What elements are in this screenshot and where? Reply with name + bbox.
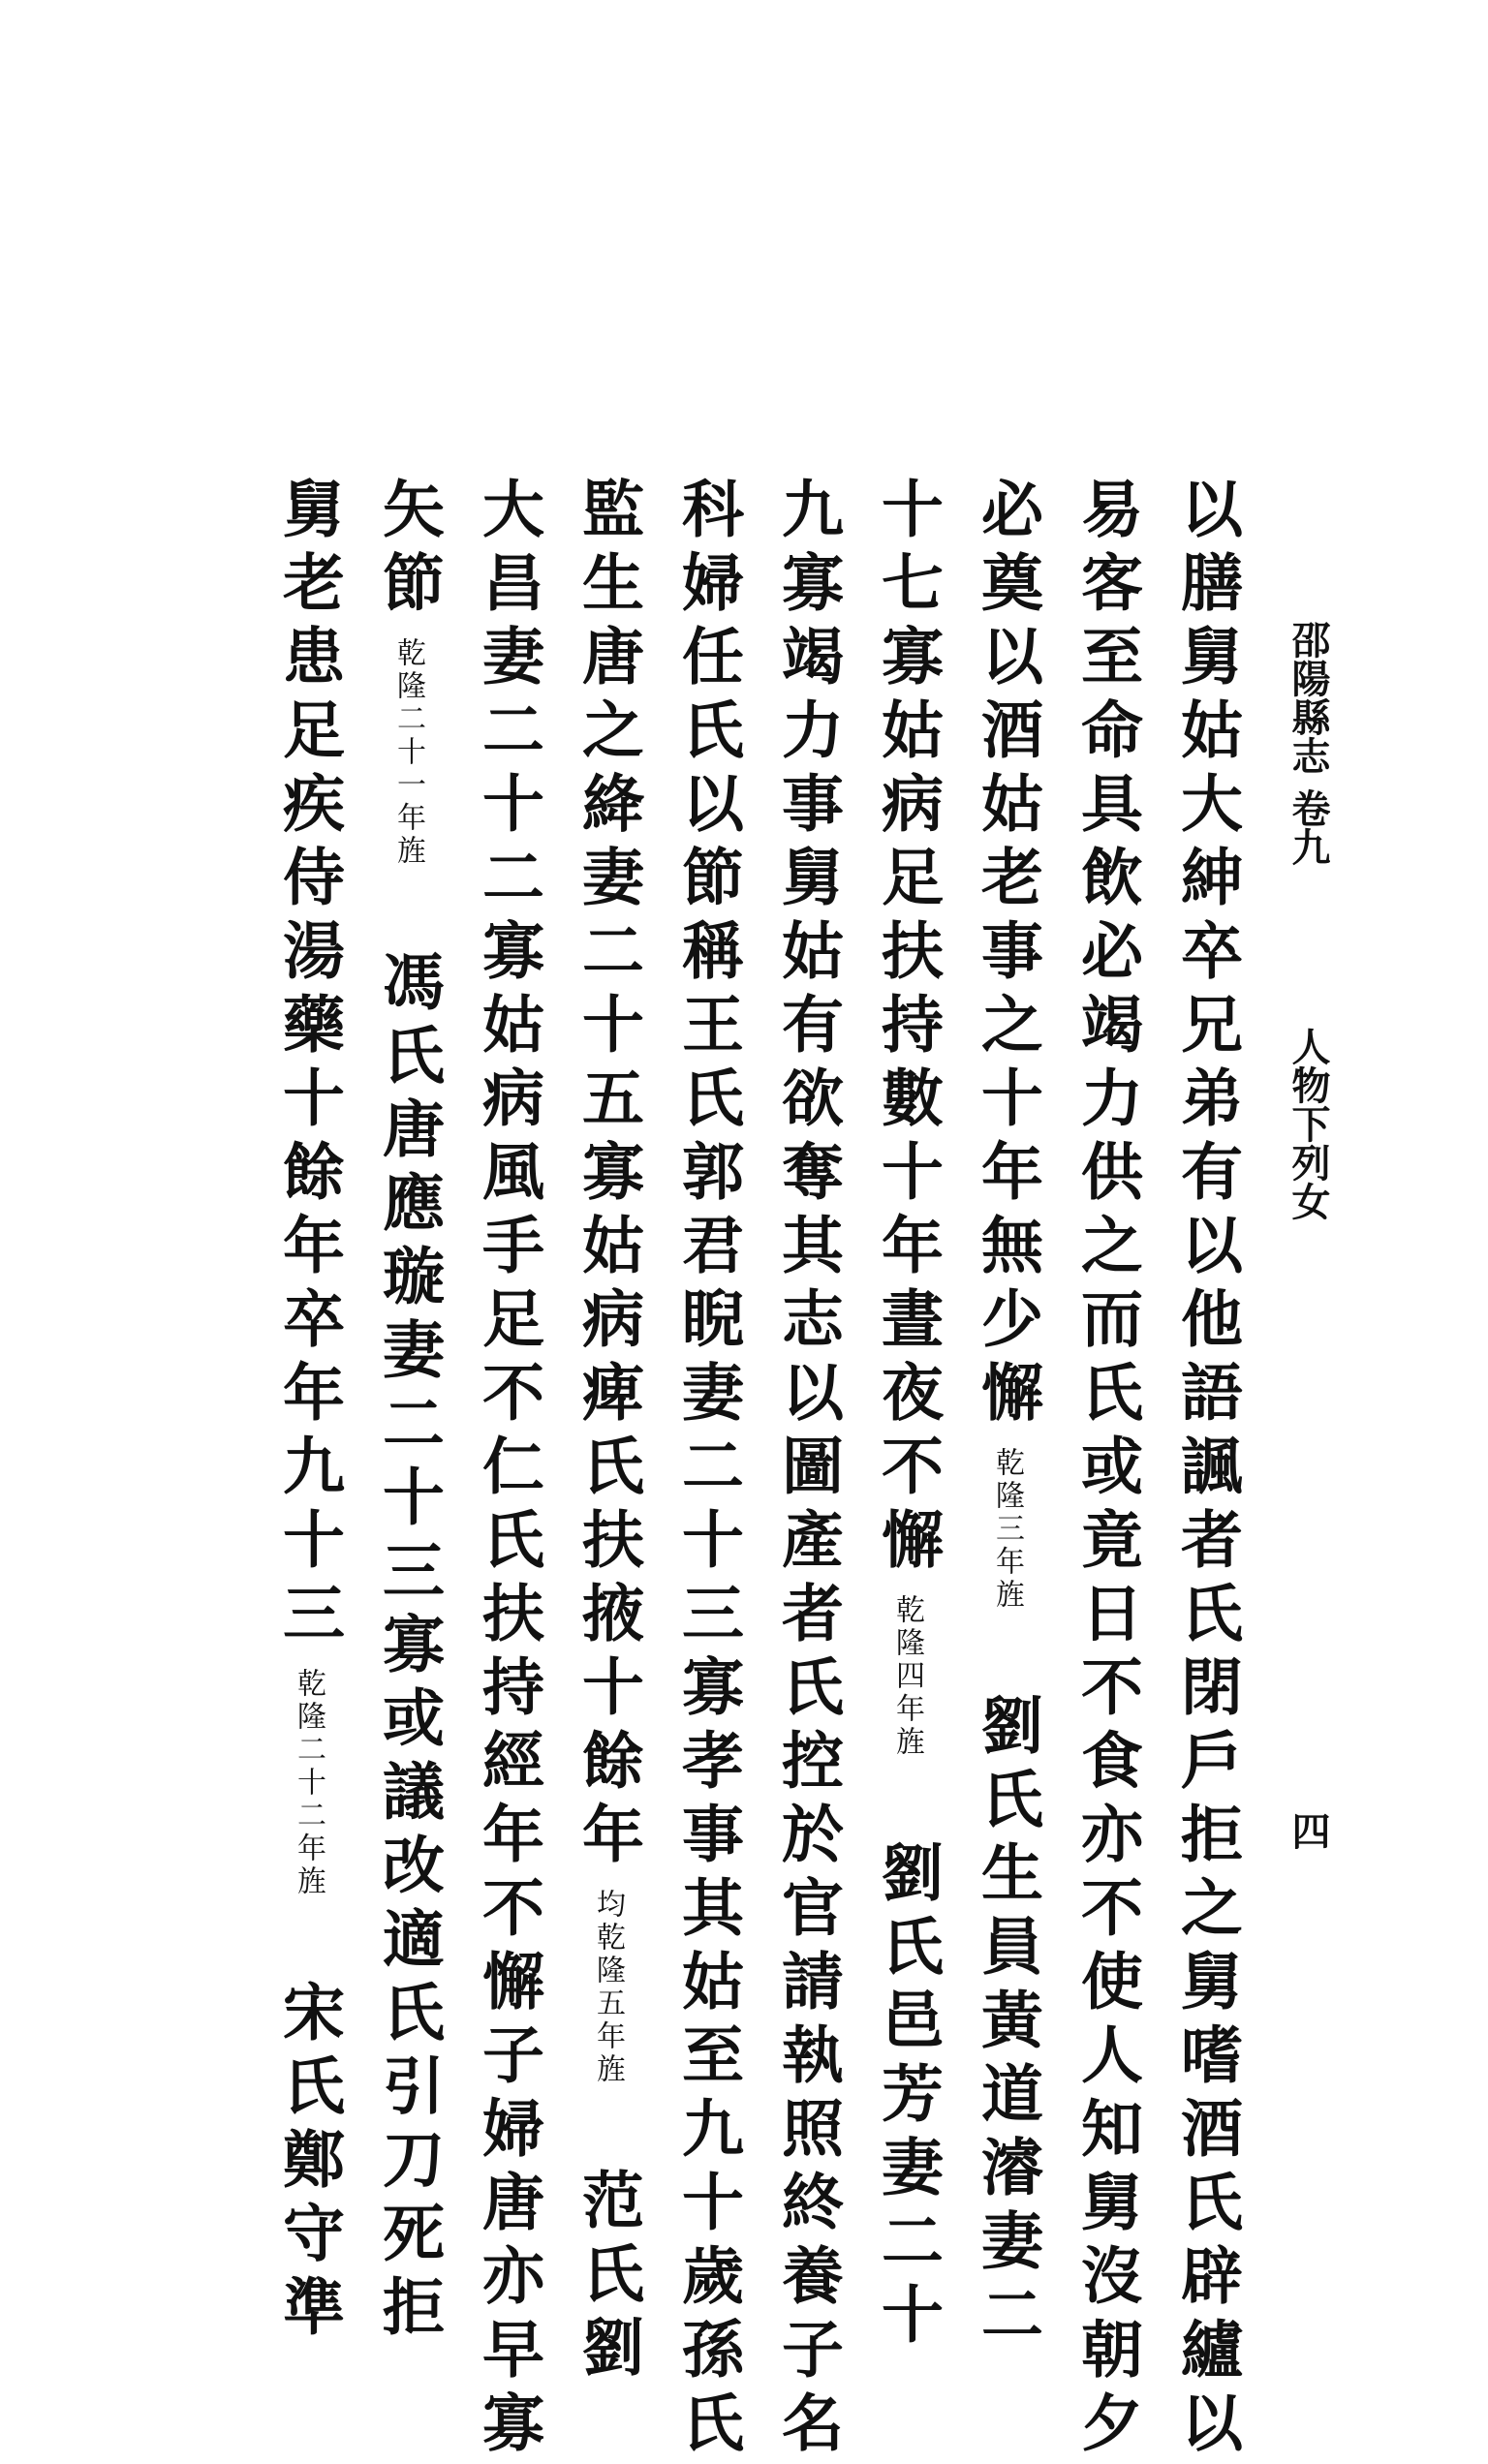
running-header [1279,620,1337,1879]
column-text: 易客至命具飲必竭力供之而氏或竟日不食亦不使人知舅沒朝夕 [1070,477,1143,2464]
column-text: 必奠以酒姑老事之十年無少懈 [971,477,1043,1433]
book-title: 邵陽縣志 卷九 [1286,620,1331,866]
column-text-continued: 馮氏唐應璇妻二十三寡或議改適氏引刀死拒 [372,949,445,2348]
text-column-7 [564,477,651,2388]
text-column-5 [763,477,851,2464]
text-column-1 [1162,477,1250,2464]
text-column-4 [863,477,950,2356]
column-text: 十七寡姑病足扶持數十年晝夜不懈 [871,477,944,1581]
annotation-note: 乾隆二十二年旌 [292,1668,326,1898]
column-text: 大昌妻二十二寡姑病風手足不仁氏扶持經年不懈子婦唐亦早寡 [472,477,544,2464]
column-text: 以膳舅姑大紳卒兄弟有以他語諷者氏閉戶拒之舅嗜酒氏辟纑以 [1170,477,1243,2464]
text-column-3 [963,477,1050,2356]
page-number: 四 [1286,1811,1331,1850]
annotation-note: 乾隆四年旌 [890,1594,924,1759]
annotation-note: 乾隆三年旌 [990,1447,1024,1612]
column-text: 九寡竭力事舅姑有欲奪其志以圖產者氏控於官請執照終養子名 [771,477,844,2464]
annotation-note: 乾隆二十一年旌 [391,637,425,868]
text-column-9 [364,477,451,2348]
column-text-continued: 宋氏鄭守準 [272,1980,345,2348]
column-text-continued: 劉氏生員黃道濬妻二 [971,1693,1043,2356]
text-column-2 [1063,477,1150,2464]
column-text: 監生唐之絳妻二十五寡姑病痺氏扶掖十餘年 [572,477,644,1875]
column-text-continued: 劉氏邑芳妻二十 [871,1840,944,2356]
text-column-6 [664,477,751,2464]
text-column-10 [264,477,352,2348]
text-column-8 [464,477,551,2464]
annotation-note: 均乾隆五年旌 [591,1889,625,2086]
section-title: 人物下列女 [1286,1027,1331,1220]
column-text-continued: 范氏劉 [572,2168,644,2388]
column-text: 科婦任氏以節稱王氏郭君睨妻二十三寡孝事其姑至九十歲孫氏 [671,477,744,2464]
column-text: 舅老患足疾侍湯藥十餘年卒年九十三 [272,477,345,1654]
column-text: 矢節 [372,477,445,624]
